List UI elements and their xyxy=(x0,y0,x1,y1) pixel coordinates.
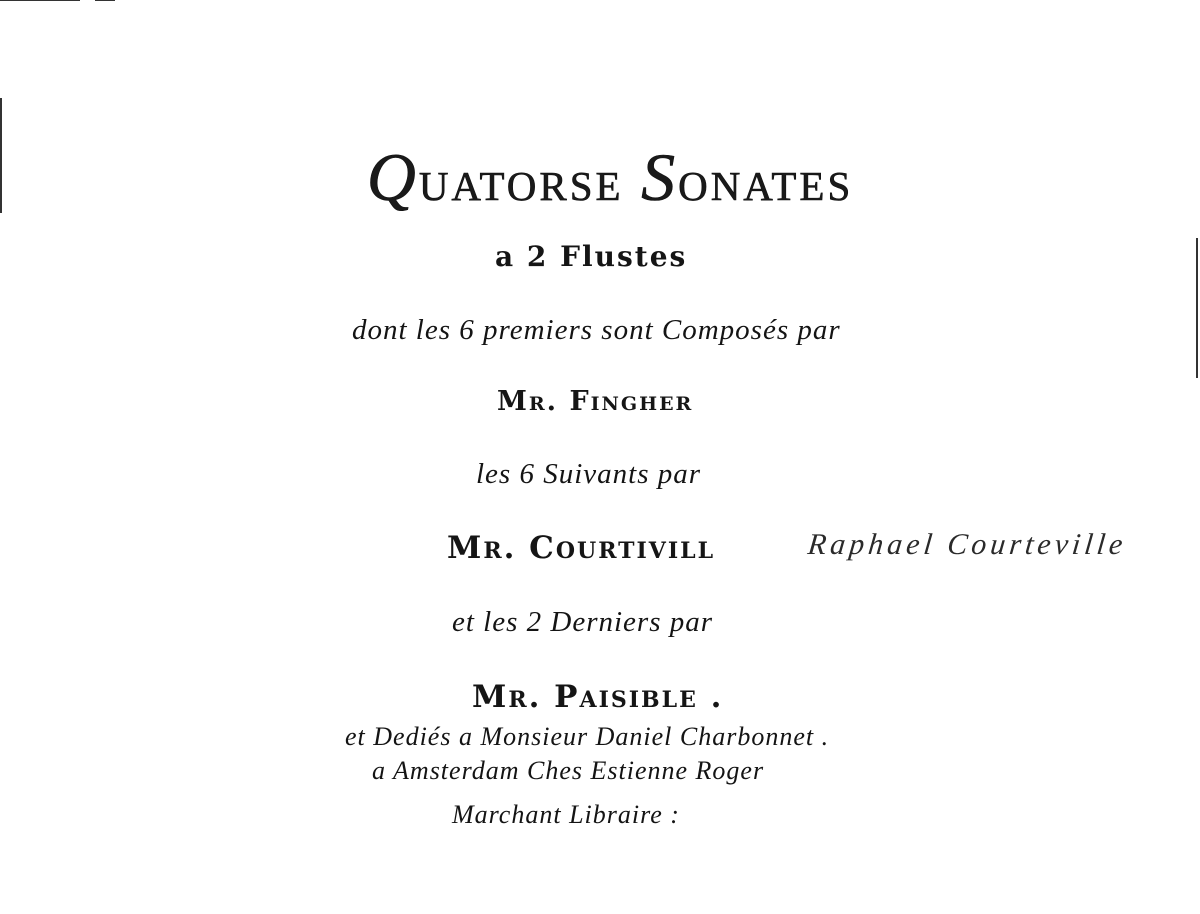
right-edge-mark xyxy=(1196,238,1198,378)
title-word-1: uatorse xyxy=(418,148,642,213)
composer-fingher: Mr. Fingher xyxy=(497,386,694,417)
top-rule xyxy=(0,0,80,1)
composer-paisible: Mr. Paisible . xyxy=(472,679,724,715)
dedication-line: et Dediés a Monsieur Daniel Charbonnet . xyxy=(345,722,830,751)
handwritten-annotation: Raphael Courteville xyxy=(806,528,1129,561)
top-rule-short xyxy=(95,0,115,1)
composed-line: dont les 6 premiers sont Composés par xyxy=(352,314,841,346)
page-title xyxy=(270,138,950,217)
title-initial-q: Q xyxy=(366,139,419,215)
subtitle: a 2 Flustes xyxy=(495,240,688,273)
composer-courtivill: Mr. Courtivill xyxy=(447,530,716,566)
last-line: et les 2 Derniers par xyxy=(452,606,714,638)
trade-line: Marchant Libraire : xyxy=(452,800,680,829)
publisher-line: a Amsterdam Ches Estienne Roger xyxy=(372,756,765,785)
title-word-2: onates xyxy=(678,148,854,213)
title-initial-s: S xyxy=(641,139,679,215)
left-edge-mark xyxy=(0,98,2,213)
following-line: les 6 Suivants par xyxy=(476,458,702,490)
